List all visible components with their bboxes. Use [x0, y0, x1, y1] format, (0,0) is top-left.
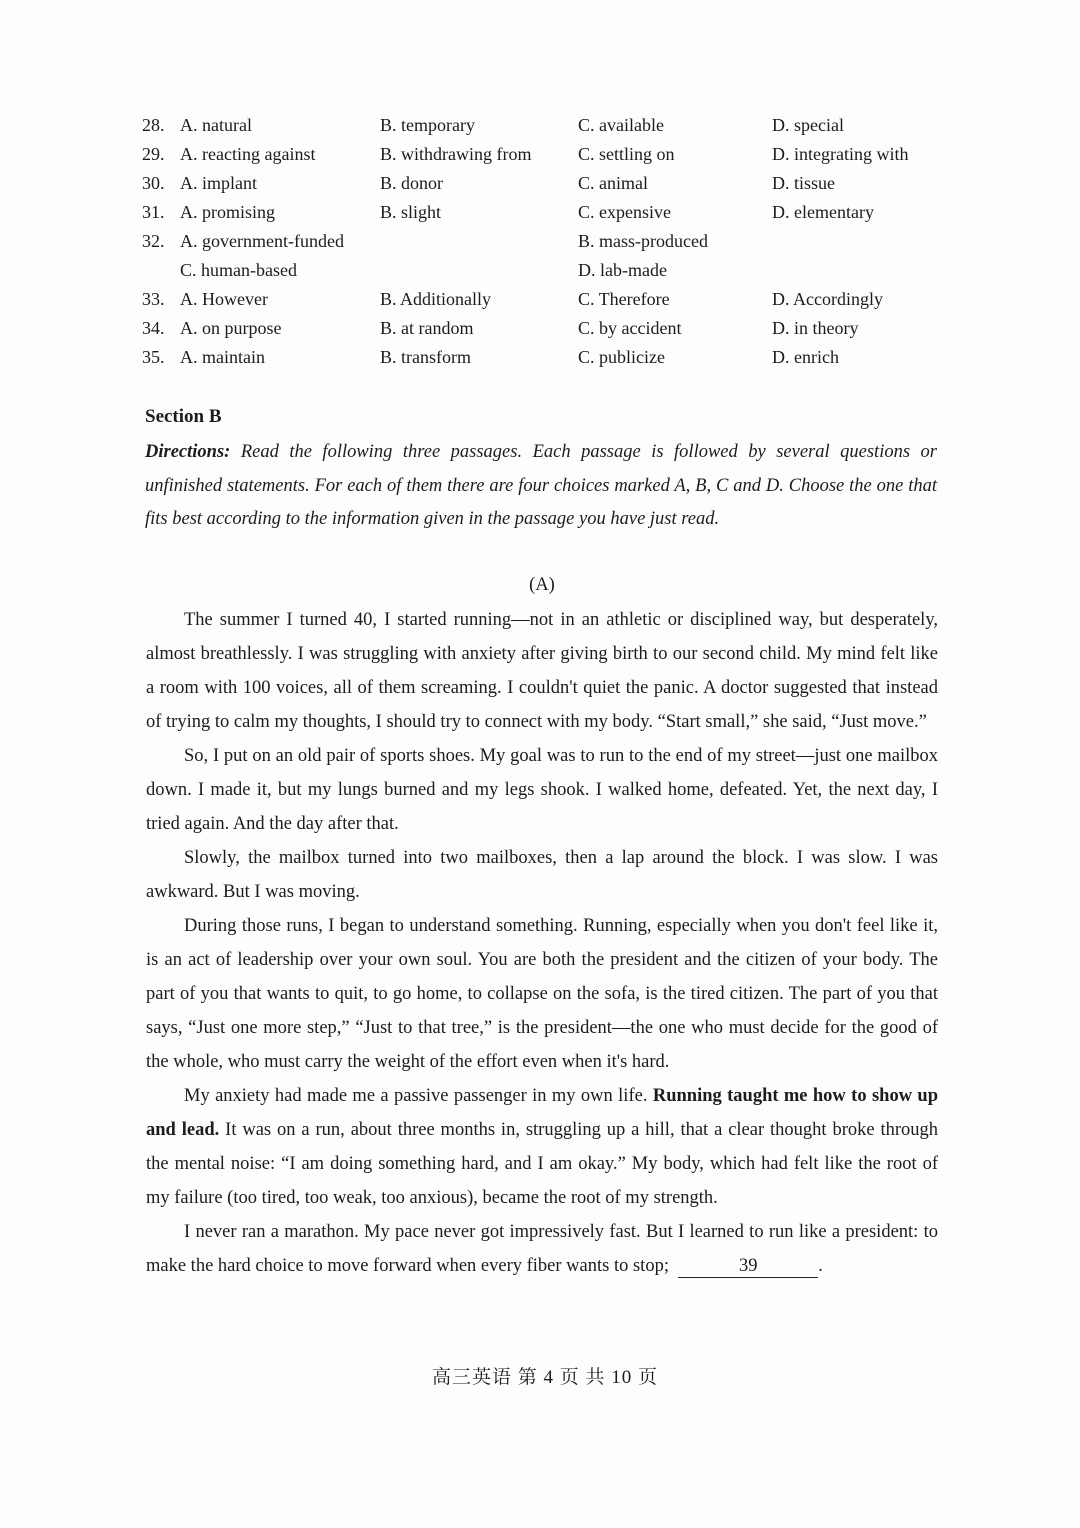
option-row-31 — [142, 198, 942, 227]
option-row-29 — [142, 140, 942, 169]
choice-d: D. elementary — [772, 202, 874, 222]
choice-b: B. at random — [380, 318, 474, 338]
question-number: 28. — [142, 115, 165, 135]
choice-d: D. lab-made — [578, 260, 667, 280]
choice-a: A. promising — [180, 202, 276, 222]
choice-c: C. expensive — [578, 202, 671, 222]
question-number: 33. — [142, 289, 165, 309]
page-footer: 高三英语 第 4 页 共 10 页 — [431, 1367, 658, 1388]
choice-d: D. in theory — [772, 318, 859, 338]
paragraph-5 — [146, 1079, 938, 1215]
choice-d: D. enrich — [772, 347, 839, 367]
question-number: 32. — [142, 231, 165, 251]
option-row-33 — [142, 285, 942, 314]
choice-a: A. maintain — [180, 347, 265, 367]
option-row-35 — [142, 343, 942, 372]
paragraph-3: Slowly, the mailbox turned into two mailboxes, then a lap around the block. I was slow. I was awkward. But I was moving. — [146, 848, 938, 902]
question-number: 30. — [142, 173, 165, 193]
choice-c: C. available — [578, 115, 664, 135]
option-row-32 — [142, 227, 942, 256]
choice-b: B. mass-produced — [578, 231, 708, 251]
choice-d: D. tissue — [772, 173, 835, 193]
paragraph-6-end: . — [818, 1256, 823, 1276]
directions — [145, 436, 937, 537]
choice-b: B. Additionally — [380, 289, 492, 309]
paragraph-4: During those runs, I began to understand something. Running, especially when you don't feel like it, is an act of leadership over your own soul. You are both the president and the citizen of your body. The part of you that wants to quit, to go home, to collapse on the sofa, is the tired citizen. The part of you that says, “Just one more step,” “Just to that tree,” is the president—the one who must decide for the good of the whole, who must carry the weight of the effort even when it's hard. — [146, 916, 938, 1072]
answer-blank-39: 39 — [678, 1255, 818, 1278]
option-row-30 — [142, 169, 942, 198]
choice-d: D. special — [772, 115, 844, 135]
paragraph-6-text: I never ran a marathon. My pace never got impressively fast. But I learned to run like a president: to make the hard choice to move forward when every fiber wants to stop; — [146, 1222, 938, 1276]
choice-b: B. temporary — [380, 115, 475, 135]
choice-b: B. withdrawing from — [380, 144, 532, 164]
choice-a: A. reacting against — [180, 144, 316, 164]
choice-a: A. natural — [180, 115, 252, 135]
option-row-32-cont — [142, 256, 942, 285]
choice-a: A. government-funded — [180, 231, 344, 251]
section-title: Section B — [145, 406, 222, 427]
choice-b: B. transform — [380, 347, 471, 367]
option-row-34 — [142, 314, 942, 343]
passage-a — [146, 603, 938, 1283]
question-number: 35. — [142, 347, 165, 367]
paragraph-2: So, I put on an old pair of sports shoes. My goal was to run to the end of my street—just one mailbox down. I made it, but my lungs burned and my legs shook. I walked home, defeated. Yet, the next day, I tried again. And the day after that. — [146, 746, 938, 834]
question-number: 29. — [142, 144, 165, 164]
choice-c: C. settling on — [578, 144, 675, 164]
choice-a: A. However — [180, 289, 268, 309]
answer-options — [142, 111, 942, 372]
choice-c: C. human-based — [180, 260, 297, 280]
question-number: 34. — [142, 318, 165, 338]
choice-a: A. on purpose — [180, 318, 282, 338]
paragraph-5-bold: Running taught me how to show up and lead. — [146, 1086, 939, 1140]
directions-text: Read the following three passages. Each passage is followed by several questions or unfinished statements. For each of them there are four choices marked A, B, C and D. Choose the one that fits best according to the information given in the passage you have just read. — [145, 442, 937, 529]
paragraph-6 — [146, 1215, 938, 1283]
choice-b: B. donor — [380, 173, 443, 193]
option-row-28 — [142, 111, 942, 140]
question-number: 31. — [142, 202, 165, 222]
paragraph-1: The summer I turned 40, I started running—not in an athletic or disciplined way, but desperately, almost breathlessly. I was struggling with anxiety after giving birth to our second child. My mind felt like a room with 100 voices, all of them screaming. I couldn't quiet the panic. A doctor suggested that instead of trying to calm my thoughts, I should try to connect with my body. “Start small,” she said, “Just move.” — [146, 610, 938, 732]
paragraph-5-start: My anxiety had made me a passive passenger in my own life. — [184, 1086, 648, 1106]
choice-d: D. Accordingly — [772, 289, 883, 309]
passage-label: (A) — [529, 575, 555, 595]
choice-c: C. Therefore — [578, 289, 670, 309]
choice-d: D. integrating with — [772, 144, 909, 164]
directions-label: Directions: — [145, 442, 231, 462]
choice-a: A. implant — [180, 173, 257, 193]
choice-c: C. animal — [578, 173, 648, 193]
choice-c: C. by accident — [578, 318, 682, 338]
choice-b: B. slight — [380, 202, 442, 222]
paragraph-5-end: It was on a run, about three months in, struggling up a hill, that a clear thought broke through the mental noise: “I am doing something hard, and I am okay.” My body, which had felt like the root of my failure (too tired, too weak, too anxious), became the root of my strength. — [146, 1120, 939, 1208]
choice-c: C. publicize — [578, 347, 665, 367]
